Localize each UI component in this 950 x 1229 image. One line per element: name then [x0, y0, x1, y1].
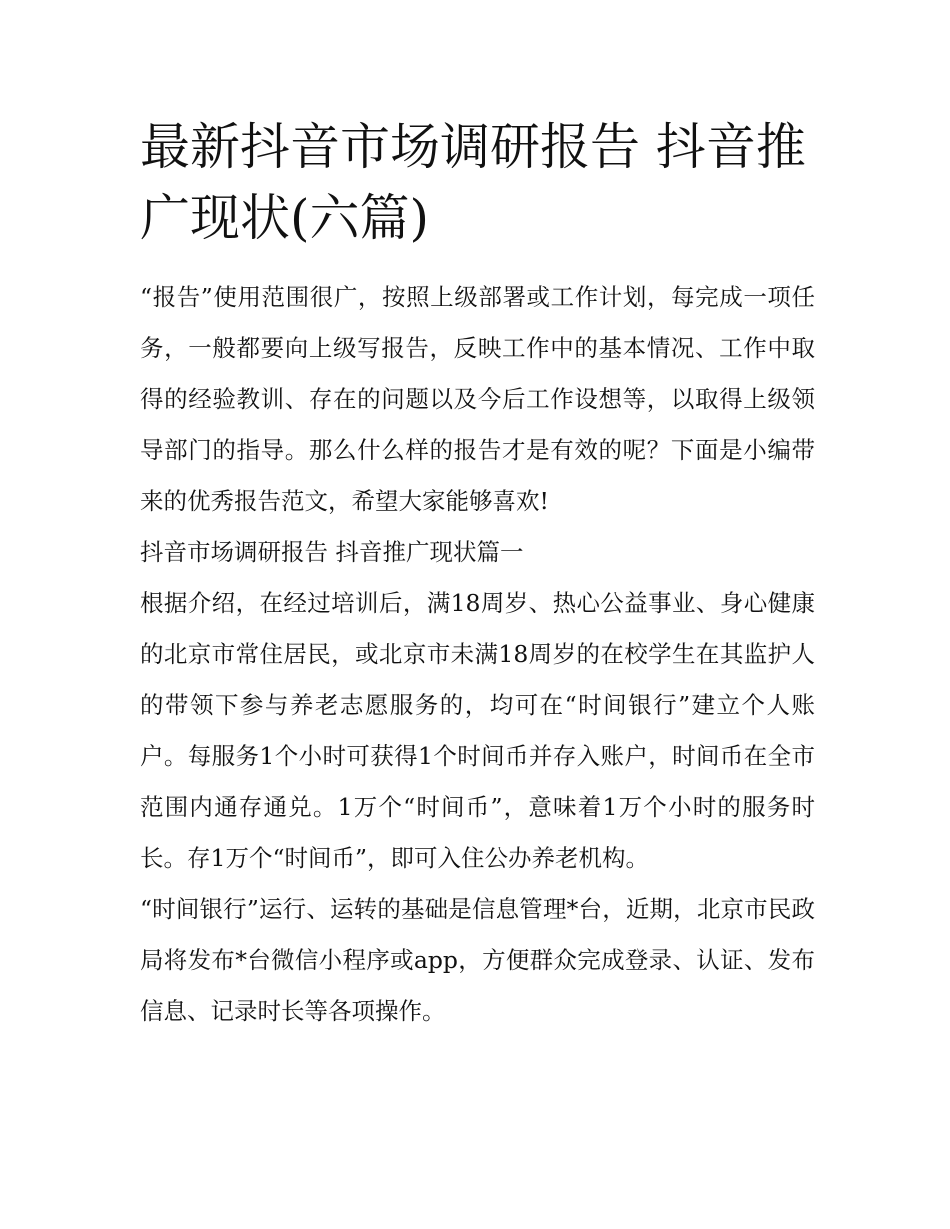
section-heading: 抖音市场调研报告 抖音推广现状篇一	[140, 538, 524, 566]
document-content	[140, 112, 815, 1037]
body-paragraph-1: 根据介绍，在经过培训后，满18周岁、热心公益事业、身心健康的北京市常住居民，或北京市未满18周岁的在校学生在其监护人的带领下参与养老志愿服务的，均可在“时间银行”建立个人账户。每服务1个小时可获得1个时间币并存入账户，时间币在全市范围内通存通兑。1万个“时间币”，意味着1万个小时的服务时长。存1万个“时间币”，即可入住公办养老机构。	[140, 589, 815, 872]
body-paragraph-2: “时间银行”运行、运转的基础是信息管理*台，近期，北京市民政局将发布*台微信小程序或app，方便群众完成登录、认证、发布信息、记录时长等各项操作。	[140, 895, 815, 1025]
intro-paragraph: “报告”使用范围很广，按照上级部署或工作计划，每完成一项任务，一般都要向上级写报告，反映工作中的基本情况、工作中取得的经验教训、存在的问题以及今后工作设想等，以取得上级领导部门的指导。那么什么样的报告才是有效的呢？下面是小编带来的优秀报告范文，希望大家能够喜欢!	[140, 283, 815, 515]
document-title: 最新抖音市场调研报告 抖音推广现状(六篇)	[140, 118, 806, 247]
